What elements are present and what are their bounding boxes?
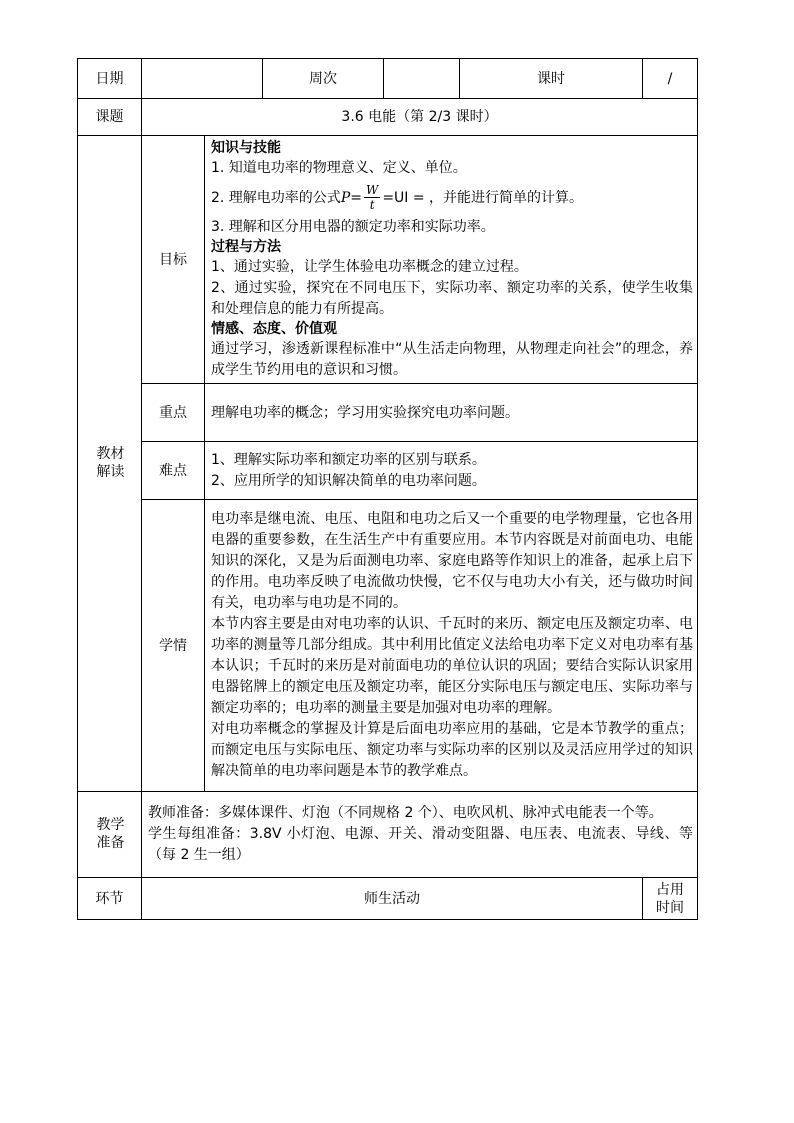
- learning-situation-para-2: 本节内容主要是由对电功率的认识、千瓦时的来历、额定电压及额定功率、电功率的测量等几部分组成。其中利用比值定义法给电功率下定义对电功率有基本认识；千瓦时的来历是对前面电功的单位认识的巩固；要结合实际认识家用电器铭牌上的额定电压及额定功率，能区分实际电压与额定电压、实际功率与额定功率的；电功率的测量主要是加强对电功率的理解。: [211, 616, 693, 716]
- learning-situation-row: [78, 500, 698, 792]
- difficulty-item-1: 1、理解实际功率和额定功率的区别与联系。: [211, 451, 486, 468]
- objectives-label-cell: [142, 136, 205, 384]
- week-label-cell: [263, 59, 384, 99]
- time-label-cell: [643, 878, 698, 920]
- knowledge-item-2-suffix: =UI = ，并能进行简单的计算。: [382, 189, 584, 206]
- time-label-line2: 时间: [656, 899, 684, 916]
- teacher-preparation: 教师准备：多媒体课件、灯泡（不同规格 2 个）、电吹风机、脉冲式电能表一个等。: [148, 805, 663, 821]
- learning-situation-para-1: 电功率是继电流、电压、电阻和电功之后又一个重要的电学物理量，它也各用电器的重要参数，在生活生产中有重要应用。本节内容既是对前面电功、电能知识的深化，又是为后面测电功率、家庭电路等作知识上的准备，起承上启下的作用。电功率反映了电流做功快慢，它不仅与电功大小有关，还与做功时间有关，电功率与电功是不同的。: [211, 511, 693, 611]
- key-point-row: [78, 384, 698, 442]
- period-label-cell: [460, 59, 643, 99]
- objectives-content-cell: [205, 136, 698, 384]
- difficulty-row: [78, 442, 698, 500]
- difficulty-content-cell: [205, 442, 698, 500]
- week-value-cell: [384, 59, 460, 99]
- knowledge-item-3: 3. 理解和区分用电器的额定功率和实际功率。: [211, 218, 495, 235]
- period-value-cell: [643, 59, 698, 99]
- process-item-1: 1、通过实验，让学生体验电功率概念的建立过程。: [211, 258, 528, 275]
- header-row: [78, 59, 698, 99]
- textbook-reading-label-cell: [78, 136, 142, 792]
- knowledge-item-1: 1. 知道电功率的物理意义、定义、单位。: [211, 159, 467, 176]
- learning-situation-label: 学情: [159, 637, 187, 654]
- lesson-plan-table: [77, 58, 698, 920]
- objectives-row: [78, 136, 698, 384]
- date-label-cell: [78, 59, 142, 99]
- knowledge-item-2-prefix: 2. 理解电功率的公式: [211, 189, 341, 206]
- difficulty-item-2: 2、应用所学的知识解决简单的电功率问题。: [211, 472, 486, 489]
- activity-label: 师生活动: [364, 890, 420, 907]
- period-value: /: [667, 70, 673, 87]
- topic-label-cell: [78, 99, 142, 136]
- activity-label-cell: [142, 878, 643, 920]
- key-point-content-cell: [205, 384, 698, 442]
- activity-header-row: [78, 878, 698, 920]
- period-label: 课时: [537, 70, 565, 87]
- key-point-value: 理解电功率的概念；学习用实验探究电功率问题。: [211, 404, 519, 421]
- emotion-heading: 情感、态度、价值观: [211, 320, 337, 337]
- process-item-2: 2、通过实验，探究在不同电压下，实际功率、额定功率的关系，使学生收集和处理信息的能力有所提高。: [211, 279, 693, 317]
- lesson-plan-sheet: [77, 58, 697, 920]
- time-label-line1: 占用: [656, 881, 684, 898]
- knowledge-heading: 知识与技能: [211, 139, 281, 156]
- preparation-row: [78, 792, 698, 878]
- stage-label: 环节: [95, 890, 124, 907]
- textbook-reading-label-line2: 解读: [96, 464, 125, 480]
- difficulty-label: 难点: [159, 462, 187, 479]
- emotion-item-1: 通过学习，渗透新课程标准中“从生活走向物理，从物理走向社会”的理念，养成学生节约用电的意识和习惯。: [211, 340, 693, 378]
- formula-equals: =: [350, 189, 362, 206]
- date-label: 日期: [95, 70, 124, 87]
- preparation-label-line2: 准备: [96, 835, 125, 851]
- objectives-label: 目标: [159, 251, 187, 268]
- key-point-label: 重点: [159, 404, 187, 421]
- preparation-label-cell: [78, 792, 142, 878]
- topic-label: 课题: [95, 109, 124, 125]
- learning-situation-content-cell: [205, 500, 698, 792]
- difficulty-label-cell: [142, 442, 205, 500]
- textbook-reading-label-line1: 教材: [96, 446, 125, 462]
- student-preparation: 学生每组准备：3.8V 小灯泡、电源、开关、滑动变阻器、电压表、电流表、导线、等（每 2 生一组）: [148, 826, 693, 863]
- knowledge-item-2: [211, 179, 693, 217]
- formula-denominator: t: [369, 198, 375, 212]
- learning-situation-para-3: 对电功率概念的掌握及计算是后面电功率应用的基础，它是本节教学的重点；而额定电压与实际电压、额定功率与实际功率的区别以及灵活应用学过的知识解决简单的电功率问题是本节的教学难点。: [211, 721, 693, 779]
- formula-numerator: W: [365, 183, 379, 197]
- formula-fraction: [364, 183, 380, 212]
- formula-power-symbol: P: [340, 189, 351, 206]
- week-label: 周次: [309, 70, 337, 87]
- process-heading: 过程与方法: [211, 238, 281, 255]
- topic-value: 3.6 电能（第 2/3 课时）: [341, 109, 498, 125]
- key-point-label-cell: [142, 384, 205, 442]
- preparation-label-line1: 教学: [96, 817, 125, 833]
- learning-situation-label-cell: [142, 500, 205, 792]
- date-value-cell: [142, 59, 263, 99]
- topic-value-cell: [142, 99, 698, 136]
- preparation-content-cell: [142, 792, 698, 878]
- stage-label-cell: [78, 878, 142, 920]
- topic-row: [78, 99, 698, 136]
